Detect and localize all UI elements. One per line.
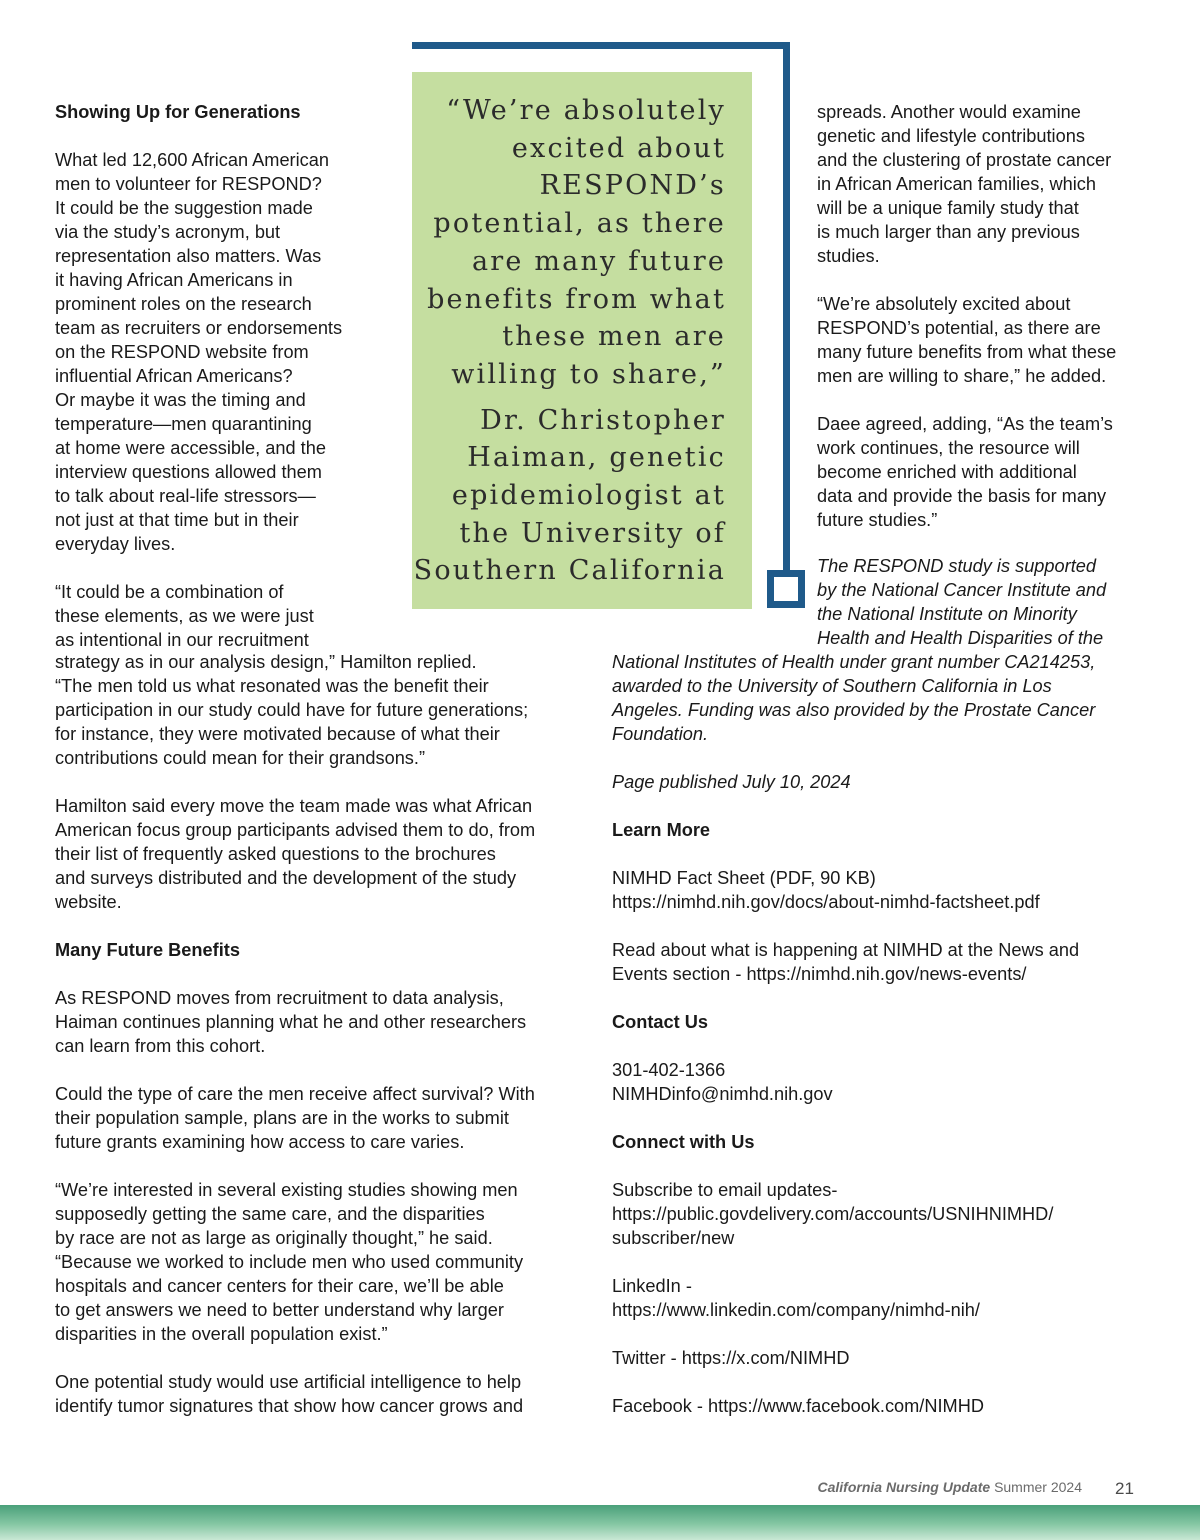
page-number: 21: [1115, 1479, 1134, 1498]
text-line: future studies.”: [817, 510, 938, 530]
text-line: can learn from this cohort.: [55, 1036, 266, 1056]
text-line: “We’re absolutely excited about: [817, 294, 1071, 314]
footer-gradient-bar: [0, 1505, 1200, 1540]
paragraph: [55, 1370, 590, 1418]
text-line: will be a unique family study that: [817, 198, 1079, 218]
fact-sheet-link[interactable]: https://nimhd.nih.gov/docs/about-nimhd-factsheet.pdf: [612, 892, 1040, 912]
text-line: As RESPOND moves from recruitment to data analysis,: [55, 988, 504, 1008]
text-line: disparities in the overall population exist.”: [55, 1324, 388, 1344]
paragraph: [817, 292, 1162, 388]
text-line: “Because we worked to include men who used community: [55, 1252, 524, 1272]
text-line: RESPOND’s: [539, 170, 726, 202]
text-line: epidemiologist at: [451, 480, 726, 512]
text-line: “We’re interested in several existing studies showing men: [55, 1180, 518, 1200]
text-line: influential African Americans?: [55, 366, 293, 386]
text-line: to talk about real-life stressors—: [55, 486, 316, 506]
text-line: strategy as in our analysis design,” Hamilton replied.: [55, 652, 477, 672]
paragraph: [55, 1178, 590, 1346]
text-line: prominent roles on the research: [55, 294, 312, 314]
heading-learn-more: Learn More: [612, 820, 711, 840]
twitter-link[interactable]: Twitter - https://x.com/NIMHD: [612, 1348, 850, 1368]
text-line: “We’re absolutely: [446, 95, 726, 126]
text-line: their list of frequently asked questions to the brochures: [55, 844, 496, 864]
text-line: are many future: [472, 245, 726, 277]
text-line: these men are: [502, 321, 726, 353]
text-line: these elements, as we were just: [55, 606, 314, 626]
text-line: Or maybe it was the timing and: [55, 390, 306, 410]
text-line: representation also matters. Was: [55, 246, 322, 266]
text-line: Angeles. Funding was also provided by the Prostate Cancer: [612, 700, 1096, 720]
text-line: men are willing to share,” he added.: [817, 366, 1107, 386]
text-line: One potential study would use artificial intelligence to help: [55, 1372, 522, 1392]
text-line: everyday lives.: [55, 534, 176, 554]
heading-showing-up: Showing Up for Generations: [55, 102, 301, 122]
subscribe-block: [612, 1178, 1172, 1250]
text-line: is much larger than any previous: [817, 222, 1080, 242]
fact-sheet-title: NIMHD Fact Sheet (PDF, 90 KB): [612, 868, 876, 888]
paragraph: [817, 412, 1162, 532]
right-column-bottom: [612, 650, 1172, 1418]
text-line: Haiman, genetic: [467, 442, 726, 474]
paragraph: [55, 794, 590, 914]
text-line: genetic and lifestyle contributions: [817, 126, 1085, 146]
text-line: It could be the suggestion made: [55, 198, 313, 218]
text-line: Health and Health Disparities of the: [817, 628, 1104, 648]
quote-frame-side-bar: [783, 42, 790, 572]
text-line: Dr. Christopher: [480, 404, 726, 436]
text-line: RESPOND’s potential, as there are: [817, 318, 1101, 338]
right-column-top: [817, 100, 1162, 532]
text-line: participation in our study could have for future generations;: [55, 700, 529, 720]
text-line: on the RESPOND website from: [55, 342, 309, 362]
text-line: as intentional in our recruitment: [55, 630, 309, 650]
facebook-link[interactable]: Facebook - https://www.facebook.com/NIMHD: [612, 1396, 984, 1416]
text-line: data and provide the basis for many: [817, 486, 1107, 506]
support-note-start: [817, 554, 1162, 650]
text-line: website.: [55, 892, 122, 912]
text-line: future grants examining how access to care varies.: [55, 1132, 465, 1152]
text-line: to get answers we need to better understand why larger: [55, 1300, 504, 1320]
support-note-continued: [612, 650, 1172, 746]
text-line: studies.: [817, 246, 880, 266]
paragraph: [55, 580, 395, 652]
text-line: LinkedIn -: [612, 1276, 692, 1296]
text-line: Subscribe to email updates-: [612, 1180, 838, 1200]
text-line: interview questions allowed them: [55, 462, 322, 482]
text-line: Read about what is happening at NIMHD at the News and: [612, 940, 1080, 960]
text-line: their population sample, plans are in the works to submit: [55, 1108, 509, 1128]
magazine-title: California Nursing Update: [817, 1479, 991, 1495]
heading-connect-with-us: Connect with Us: [612, 1132, 755, 1152]
text-line: supposedly getting the same care, and the disparities: [55, 1204, 485, 1224]
contact-email-link[interactable]: NIMHDinfo@nimhd.nih.gov: [612, 1084, 833, 1104]
text-line: What led 12,600 African American: [55, 150, 329, 170]
text-line: hospitals and cancer centers for their care, we’ll be able: [55, 1276, 504, 1296]
quote-frame-top-bar: [412, 42, 790, 49]
text-line: spreads. Another would examine: [817, 102, 1081, 122]
text-line: become enriched with additional: [817, 462, 1077, 482]
text-line: Southern California: [413, 555, 726, 587]
text-line: excited about: [511, 132, 726, 164]
text-line: men to volunteer for RESPOND?: [55, 174, 322, 194]
paragraph: [55, 986, 590, 1058]
text-line: by race are not as large as originally thought,” he said.: [55, 1228, 493, 1248]
heading-contact-us: Contact Us: [612, 1012, 708, 1032]
text-line: The RESPOND study is supported: [817, 556, 1096, 576]
text-line: Hamilton said every move the team made was what African: [55, 796, 533, 816]
text-line: benefits from what: [427, 283, 726, 315]
subscribe-link[interactable]: https://public.govdelivery.com/accounts/USNIHNIMHD/: [612, 1204, 1054, 1224]
pull-quote-attribution: [406, 402, 726, 591]
text-line: Could the type of care the men receive affect survival? With: [55, 1084, 535, 1104]
text-line: “The men told us what resonated was the benefit their: [55, 676, 489, 696]
heading-many-future-benefits: Many Future Benefits: [55, 940, 240, 960]
subscribe-link-cont[interactable]: subscriber/new: [612, 1228, 735, 1248]
text-line: team as recruiters or endorsements: [55, 318, 343, 338]
text-line: via the study’s acronym, but: [55, 222, 281, 242]
text-line: and surveys distributed and the development of the study: [55, 868, 517, 888]
text-line: the National Institute on Minority: [817, 604, 1077, 624]
text-line: National Institutes of Health under grant number CA214253,: [612, 652, 1096, 672]
quote-frame-square: [767, 570, 805, 608]
paragraph: [55, 1082, 590, 1154]
news-block: [612, 938, 1172, 986]
news-events-link[interactable]: Events section - https://nimhd.nih.gov/news-events/: [612, 964, 1027, 984]
linkedin-link[interactable]: https://www.linkedin.com/company/nimhd-nih/: [612, 1300, 980, 1320]
left-column-bottom: [55, 650, 590, 1418]
pull-quote-text: [406, 92, 726, 590]
text-line: by the National Cancer Institute and: [817, 580, 1107, 600]
text-line: the University of: [459, 517, 726, 549]
text-line: for instance, they were motivated because of what their: [55, 724, 500, 744]
fact-sheet-block: [612, 866, 1172, 914]
linkedin-block: [612, 1274, 1172, 1322]
contact-phone: 301-402-1366: [612, 1060, 726, 1080]
paragraph: [55, 148, 395, 556]
text-line: temperature—men quarantining: [55, 414, 312, 434]
text-line: contributions could mean for their grandsons.”: [55, 748, 426, 768]
text-line: work continues, the resource will: [817, 438, 1080, 458]
text-line: in African American families, which: [817, 174, 1096, 194]
pull-quote-box: [412, 72, 752, 609]
text-line: American focus group participants advised them to do, from: [55, 820, 536, 840]
text-line: identify tumor signatures that show how cancer grows and: [55, 1396, 524, 1416]
text-line: many future benefits from what these: [817, 342, 1117, 362]
text-line: it having African Americans in: [55, 270, 293, 290]
left-column-top: [55, 100, 395, 652]
text-line: potential, as there: [433, 208, 726, 240]
text-line: Foundation.: [612, 724, 709, 744]
text-line: at home were accessible, and the: [55, 438, 326, 458]
paragraph: [55, 650, 590, 770]
text-line: and the clustering of prostate cancer: [817, 150, 1112, 170]
issue-season: Summer 2024: [994, 1479, 1082, 1495]
text-line: willing to share,”: [451, 358, 726, 390]
text-line: awarded to the University of Southern California in Los: [612, 676, 1052, 696]
paragraph: [817, 100, 1162, 268]
text-line: Daee agreed, adding, “As the team’s: [817, 414, 1113, 434]
text-line: “It could be a combination of: [55, 582, 284, 602]
text-line: Haiman continues planning what he and other researchers: [55, 1012, 527, 1032]
published-date: Page published July 10, 2024: [612, 772, 851, 792]
footer-publication: [817, 1479, 1082, 1495]
text-line: not just at that time but in their: [55, 510, 299, 530]
